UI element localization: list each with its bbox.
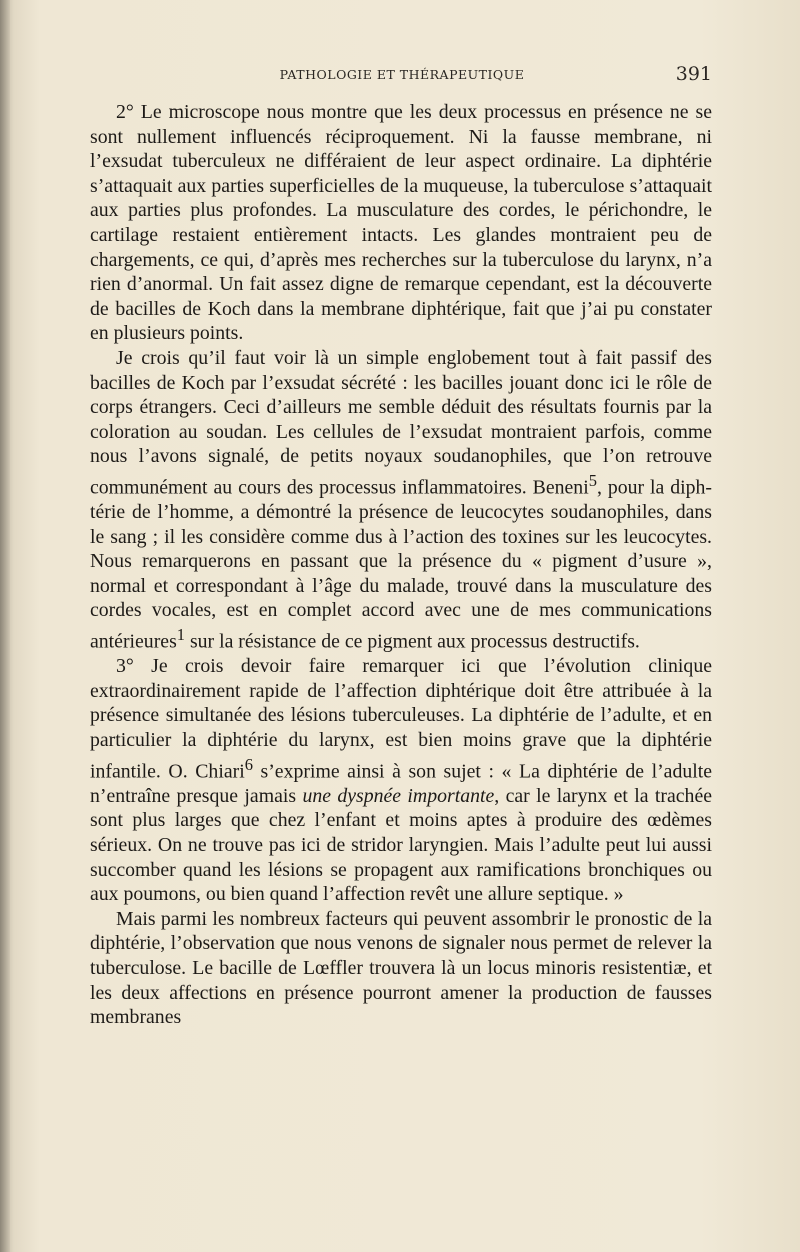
footnote-ref-1: 1 (176, 625, 186, 645)
paragraph-prognosis: Mais parmi les nombreux facteurs qui peuvent assombrir le pronostic de la diphtérie, l’observation que nous venons de signaler nous permet de relever la tuberculose. Le bacille de Lœffler trouvera là un locus minoris resistentiæ, et les deux affections en présence pourront amener la production de fausses membranes (90, 907, 712, 1029)
footnote-ref-5: 5 (588, 470, 597, 490)
footnote-ref-6: 6 (244, 754, 253, 774)
page-number: 391 (675, 63, 712, 85)
paragraph-englobement-text-start: Je crois qu’il faut voir là un simple englobement tout à fait passif des bacilles de Koch par l’exsudat sécrété : les bacilles jouant donc ici le rôle de corps étrangers. Ceci d’ailleurs me semble déduit des résultats fournis par la coloration au soudan. Les cellules de l’exsudat montraient parfois, comme nous l’avons signalé, de petits noyaux soudanophiles, que l’on retrouve communément au cours des processus inflammatoires. Beneni (90, 346, 712, 499)
book-spine-shadow (0, 0, 10, 1252)
paragraph-microscope: 2° Le microscope nous montre que les deux processus en présence ne se sont nullement influencés réciproquement. Ni la fausse membrane, ni l’exsudat tuberculeux ne différaient de leur aspect ordinaire. La diphtérie s’attaquait aux parties superficielles de la muqueuse, la tuberculose s’attaquait aux parties plus profondes. La musculature des cordes, le périchondre, le cartilage restaient entièrement intacts. Les glandes montraient peu de chargements, ce qui, d’après mes recherches sur la tuberculose du larynx, n’a rien d’anormal. Un fait assez digne de remarque cependant, est la découverte de bacilles de Koch dans la membrane diphtérique, fait que j’ai pu constater en plusieurs points. (90, 101, 712, 345)
paragraph-englobement-text-middle: , pour la diphtérie de l’homme, a démontré la présence de leucocytes soudanophiles, dans le sang ; il les considère comme dus à l’action des toxines sur les leucocytes. Nous remarquerons en passant que la présence du « pigment d’usure », normal et correspondant à l’âge du malade, trouvé dans la musculature des cordes vocales, est en complet accord avec une de mes communications antérieures (90, 476, 712, 653)
body-text (90, 100, 712, 1030)
paragraph-clinical-text-end: , car le larynx et la trachée sont plus larges que chez l’enfant et moins aptes à produire des œdèmes sérieux. On ne trouve pas ici de stridor laryngien. Mais l’adulte peut lui aussi succomber quand les lésions se propagent aux ramifications bronchiques ou aux poumons, ou bien quand l’affection revêt une allure septique. » (90, 784, 712, 906)
running-head (92, 63, 712, 87)
paragraph-clinical-text-start: 3° Je crois devoir faire remarquer ici que l’évolution clinique extraordinairement rapide de l’affection diphtérique doit être attribuée à la présence simultanée des lésions tuberculeuses. La diphtérie de l’adulte, et en particulier la diphtérie du larynx, est bien moins grave que la diphtérie infantile. O. Chiari (90, 655, 712, 783)
paragraph-clinical-text-quote: s’exprime ainsi à son sujet : « La diphtérie de l’adulte n’entraîne presque jamais (90, 760, 712, 807)
italic-phrase: une dyspnée importante (302, 784, 495, 807)
paragraph-clinical-evolution (90, 654, 712, 907)
running-title: PATHOLOGIE ET THÉRAPEUTIQUE (279, 67, 525, 82)
paragraph-englobement-text-end: sur la résistance de ce pigment aux processus destructifs. (185, 630, 640, 653)
paragraph-englobement (90, 346, 712, 654)
